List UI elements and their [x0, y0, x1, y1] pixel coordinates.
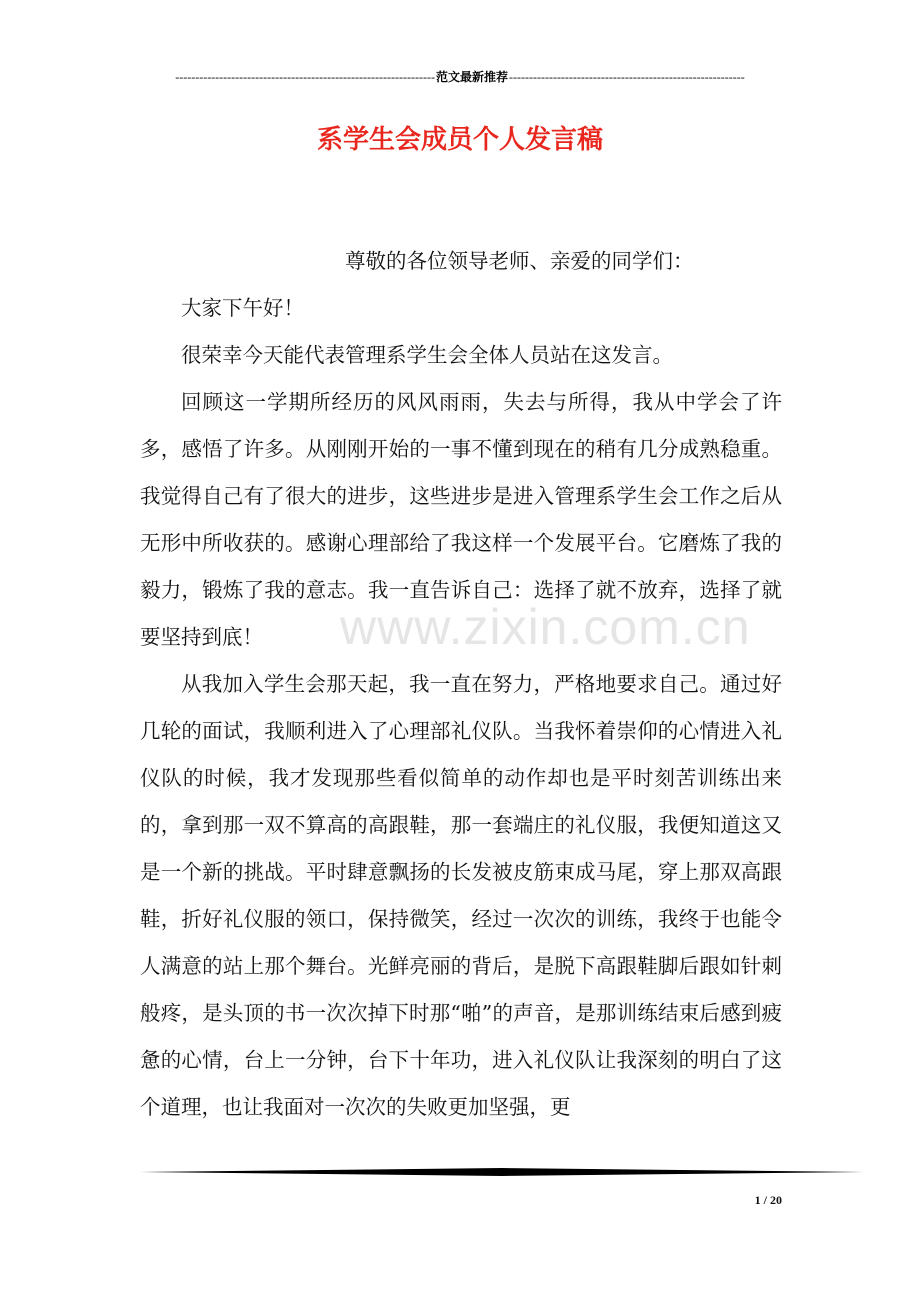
footer-divider: [140, 1167, 864, 1177]
greeting-paragraph: 大家下午好！: [181, 296, 304, 320]
page-header: [140, 70, 780, 84]
intro-paragraph: 很荣幸今天能代表管理系学生会全体人员站在这发言。: [181, 343, 673, 367]
reflection-paragraph: 回顾这一学期所经历的风风雨雨，失去与所得，我从中学会了许多，感悟了许多。从刚刚开始的一事不懂到现在的稍有几分成熟稳重。我觉得自己有了很大的进步，这些进步是进入管理系学生会工作之后从无形中所收获的。感谢心理部给了我这样一个发展平台。它磨炼了我的毅力，锻炼了我的意志。我一直告诉自己：选择了就不放弃，选择了就要坚持到底！: [140, 390, 782, 649]
page-number: 1 / 20: [754, 1193, 782, 1207]
salutation-paragraph: 尊敬的各位领导老师、亲爱的同学们：: [345, 249, 694, 273]
document-title: 系学生会成员个人发言稿: [316, 125, 603, 155]
header-right-dashes: -----------------------------------------------------------: [508, 70, 745, 84]
document-body: [140, 238, 782, 1131]
header-label: 范文最新推荐: [435, 70, 508, 84]
header-left-dashes: -----------------------------------------------------------------: [175, 70, 435, 84]
experience-paragraph: 从我加入学生会那天起，我一直在努力，严格地要求自己。通过好几轮的面试，我顺利进入了心理部礼仪队。当我怀着崇仰的心情进入礼仪队的时候，我才发现那些看似简单的动作却也是平时刻苦训练出来的，拿到那一双不算高的高跟鞋，那一套端庄的礼仪服，我便知道这又是一个新的挑战。平时肆意飘扬的长发被皮筋束成马尾，穿上那双高跟鞋，折好礼仪服的领口，保持微笑，经过一次次的训练，我终于也能令人满意的站上那个舞台。光鲜亮丽的背后，是脱下高跟鞋脚后跟如针刺般疼，是头顶的书一次次掉下时那“啪”的声音，是那训练结束后感到疲惫的心情，台上一分钟，台下十年功，进入礼仪队让我深刻的明白了这个道理，也让我面对一次次的失败更加坚强，更: [140, 672, 782, 1119]
watermark: www.zixin.com.cn: [340, 599, 751, 655]
